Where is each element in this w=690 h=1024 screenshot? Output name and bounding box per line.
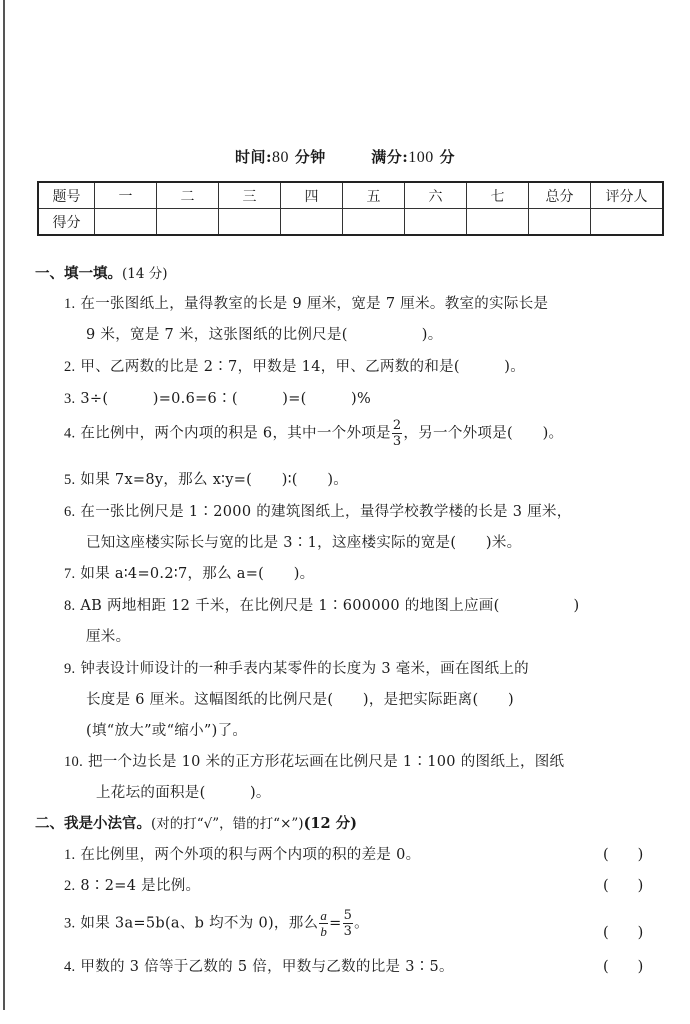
s2-answer-blank-4[interactable]: ( ) xyxy=(603,959,644,975)
question-text: 甲数的 3 倍等于乙数的 5 倍，甲数与乙数的比是 3∶5。 xyxy=(80,959,454,975)
question-text: 厘米。 xyxy=(86,629,131,645)
question-number: 2. xyxy=(64,878,76,894)
section1-points: (14 分) xyxy=(122,266,168,282)
s2-answer-blank-1[interactable]: ( ) xyxy=(603,847,644,863)
fraction-numerator: 2 xyxy=(392,418,402,433)
question-text: (填“放大”或“缩小”)了。 xyxy=(86,723,248,739)
question-text: 已知这座楼实际长与宽的比是 3∶1，这座楼实际的宽是( )米。 xyxy=(86,535,522,551)
cell-q3: 三 xyxy=(219,182,281,209)
question-text: 上花坛的面积是( )。 xyxy=(96,785,271,801)
question-number: 8. xyxy=(64,598,76,614)
question-number: 3. xyxy=(64,915,76,932)
time-unit: 分钟 xyxy=(294,148,326,166)
s2-question-3 xyxy=(64,908,369,939)
question-text: 9 米，宽是 7 米，这张图纸的比例尺是( )。 xyxy=(86,327,443,343)
score-input-q4[interactable] xyxy=(281,209,343,236)
section1-title xyxy=(35,262,168,283)
cell-q5: 五 xyxy=(343,182,405,209)
question-number: 5. xyxy=(64,472,76,488)
s2-question-2 xyxy=(64,874,200,895)
question-text: ，另一个外项是( )。 xyxy=(403,425,564,442)
cell-total: 总分 xyxy=(529,182,591,209)
score-input-q2[interactable] xyxy=(157,209,219,236)
s1-question-4 xyxy=(64,418,563,449)
question-text: 在比例里，两个外项的积与两个内项的积的差是 0。 xyxy=(80,847,421,863)
cell-grader: 评分人 xyxy=(591,182,664,209)
s1-question-6 xyxy=(64,500,572,521)
cell-question-no: 题号 xyxy=(38,182,95,209)
s1-question-10 xyxy=(64,750,564,771)
fraction-5-over-3 xyxy=(343,908,354,939)
question-text: 。 xyxy=(354,915,369,932)
s2-question-4 xyxy=(64,955,454,976)
score-input-total[interactable] xyxy=(529,209,591,236)
question-number: 4. xyxy=(64,959,76,975)
section2-points: (12 分) xyxy=(303,815,358,832)
score-input-q7[interactable] xyxy=(467,209,529,236)
question-text: 3÷( )=0.6=6∶( )=( )% xyxy=(80,391,372,407)
fraction-denominator: 3 xyxy=(343,924,353,939)
question-text: 钟表设计师设计的一种手表内某零件的长度为 3 毫米，画在图纸上的 xyxy=(80,661,529,677)
question-number: 3. xyxy=(64,391,76,407)
section2-title xyxy=(35,812,357,833)
question-number: 6. xyxy=(64,504,76,520)
fraction-numerator: 5 xyxy=(343,908,353,923)
cell-score-label: 得分 xyxy=(38,209,95,236)
score-table-score-row xyxy=(38,209,663,236)
question-number: 10. xyxy=(64,754,84,770)
time-label: 时间: xyxy=(234,148,273,166)
cell-q4: 四 xyxy=(281,182,343,209)
fraction-a-over-b xyxy=(319,908,328,939)
s1-question-3 xyxy=(64,387,371,408)
section2-title-text: 二、我是小法官。 xyxy=(35,815,151,832)
question-number: 9. xyxy=(64,661,76,677)
question-text: 在一张比例尺是 1∶2000 的建筑图纸上，量得学校教学楼的长是 3 厘米， xyxy=(80,504,572,520)
question-number: 2. xyxy=(64,359,76,375)
s1-question-9-line2 xyxy=(86,688,514,709)
full-score-value: 100 xyxy=(408,149,434,166)
section1-title-text: 一、填一填。 xyxy=(35,265,122,282)
s2-question-1 xyxy=(64,843,420,864)
question-text: 把一个边长是 10 米的正方形花坛画在比例尺是 1∶100 的图纸上，图纸 xyxy=(87,754,565,770)
question-text: 长度是 6 厘米。这幅图纸的比例尺是( )，是把实际距离( ) xyxy=(86,692,514,708)
cell-q1: 一 xyxy=(95,182,157,209)
s1-question-1 xyxy=(64,292,548,313)
question-text: 甲、乙两数的比是 2∶7，甲数是 14，甲、乙两数的和是( )。 xyxy=(80,359,526,375)
full-score-label: 满分: xyxy=(371,148,409,166)
s1-question-7 xyxy=(64,562,314,583)
s1-question-5 xyxy=(64,468,348,489)
question-number: 1. xyxy=(64,296,76,312)
question-text: 如果 a∶4=0.2∶7，那么 a=( )。 xyxy=(80,566,315,582)
question-text: 8∶2=4 是比例。 xyxy=(80,878,201,894)
s2-answer-blank-3[interactable]: ( ) xyxy=(603,925,644,941)
question-text: 在比例中，两个内项的积是 6，其中一个外项是 xyxy=(80,425,391,442)
score-input-q3[interactable] xyxy=(219,209,281,236)
exam-info-header xyxy=(0,146,690,167)
s1-question-9-line3 xyxy=(86,719,247,740)
question-number: 1. xyxy=(64,847,76,863)
full-score-unit: 分 xyxy=(439,148,456,166)
question-text: AB 两地相距 12 千米，在比例尺是 1∶600000 的地图上应画( ) xyxy=(80,598,580,614)
score-table xyxy=(37,181,664,236)
score-input-q1[interactable] xyxy=(95,209,157,236)
s1-question-8-line2 xyxy=(86,625,130,646)
cell-q7: 七 xyxy=(467,182,529,209)
question-number: 4. xyxy=(64,425,76,442)
s1-question-10-line2 xyxy=(96,781,271,802)
score-input-grader[interactable] xyxy=(591,209,664,236)
s1-question-9 xyxy=(64,657,529,678)
s2-answer-blank-2[interactable]: ( ) xyxy=(603,878,644,894)
score-table-header-row xyxy=(38,182,663,209)
s1-question-2 xyxy=(64,355,525,376)
s1-question-1-line2 xyxy=(86,323,443,344)
question-text: 在一张图纸上，量得教室的长是 9 厘米，宽是 7 厘米。教室的实际长是 xyxy=(80,296,549,312)
fraction xyxy=(392,418,403,449)
question-number: 7. xyxy=(64,566,76,582)
section2-instruction: (对的打“√”，错的打“×”) xyxy=(151,816,304,832)
cell-q6: 六 xyxy=(405,182,467,209)
fraction-numerator: a xyxy=(320,908,328,923)
cell-q2: 二 xyxy=(157,182,219,209)
score-input-q5[interactable] xyxy=(343,209,405,236)
equals-sign: = xyxy=(329,915,342,932)
question-text: 如果 3a=5b(a、b 均不为 0)，那么 xyxy=(80,915,319,932)
s1-question-6-line2 xyxy=(86,531,521,552)
score-input-q6[interactable] xyxy=(405,209,467,236)
time-value: 80 xyxy=(272,149,290,166)
fraction-denominator: 3 xyxy=(392,434,402,449)
fraction-denominator: b xyxy=(320,924,328,939)
s1-question-8 xyxy=(64,594,580,615)
question-text: 如果 7x=8y，那么 x∶y=( )∶( )。 xyxy=(80,472,349,488)
